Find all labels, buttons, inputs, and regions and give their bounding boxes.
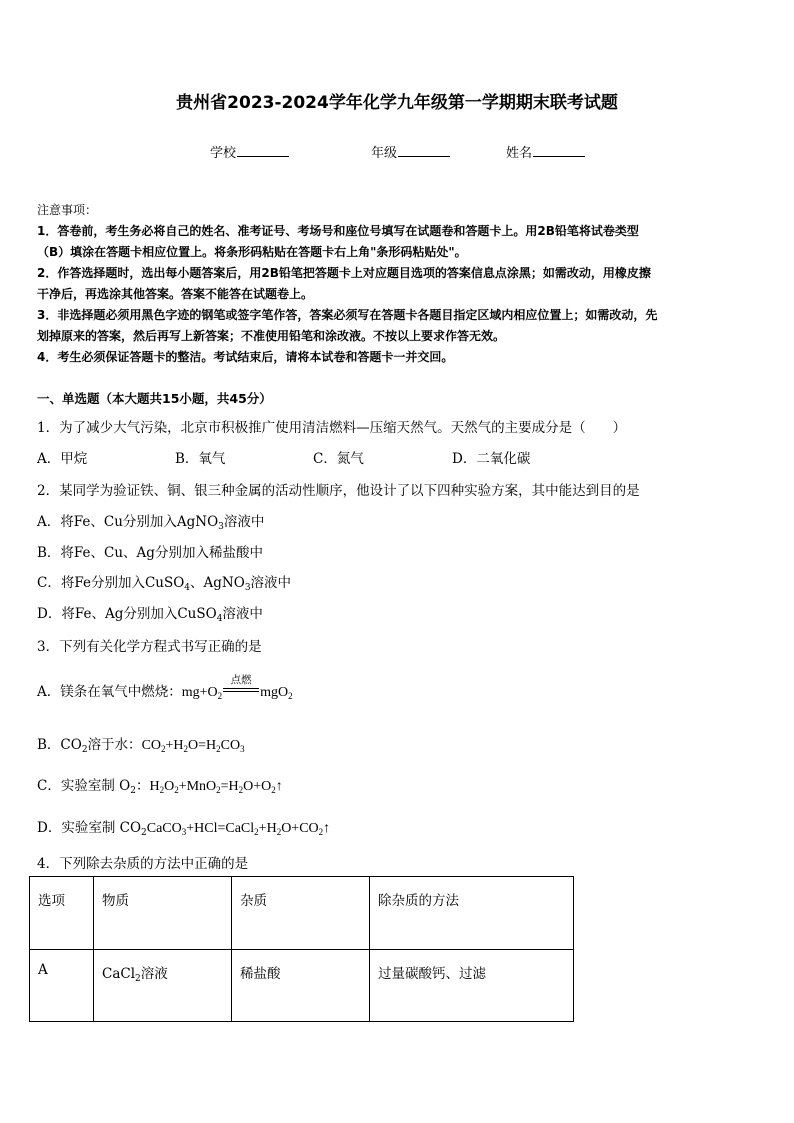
notes-line: 划掉原来的答案，然后再写上新答案；不准使用铅笔和涂改液。不按以上要求作答无效。 <box>37 329 506 343</box>
table-header-row <box>30 877 574 950</box>
q3-c-equation: $H_2O_2+MnO_2=H_2O+O_2↑$ <box>149 779 283 795</box>
table-row[interactable] <box>30 950 574 1022</box>
school-field[interactable] <box>210 142 289 161</box>
question-4-stem: 4．下列除去杂质的方法中正确的是 <box>37 856 249 872</box>
table-header-cell: 除杂质的方法 <box>370 877 574 950</box>
subscript: 2 <box>217 691 223 701</box>
gas-arrow-icon: ↑ <box>323 821 331 836</box>
q2-option-a[interactable] <box>37 510 264 530</box>
q3-option-c[interactable] <box>37 774 283 795</box>
subscript: 2 <box>174 785 179 795</box>
grade-label: 年级 <box>371 146 398 161</box>
q3-b-label: B．CO <box>37 737 82 753</box>
substance-text: CaCl <box>102 966 136 982</box>
q2-d-sub: 4 <box>216 614 223 624</box>
notes-line: （B）填涂在答题卡相应位置上。将条形码粘贴在答题卡右上角"条形码粘贴处"。 <box>37 245 467 259</box>
q2-d-text: D．将Fe、Ag分别加入CuSO <box>37 606 217 622</box>
q3-option-d[interactable] <box>37 816 330 837</box>
subscript: 2 <box>288 691 293 701</box>
subscript: 3 <box>181 827 187 837</box>
subscript: 2 <box>276 827 282 837</box>
school-blank[interactable] <box>237 144 289 157</box>
q2-c-text-end: 溶液中 <box>250 575 292 591</box>
reaction-condition <box>222 674 260 701</box>
notes-line: 1．答卷前，考生务必将自己的姓名、准考证号、考场号和座位号填写在试题卷和答题卡上。用2B铅笔将试卷类型 <box>37 224 639 238</box>
grade-field[interactable] <box>371 142 450 161</box>
q1-option-a[interactable]: A．甲烷 <box>37 451 88 467</box>
q2-option-c[interactable] <box>37 571 291 591</box>
subscript: 2 <box>135 974 141 984</box>
subscript: 2 <box>216 744 221 754</box>
subscript: 2 <box>161 744 166 754</box>
condition-text: 点燃 <box>230 674 252 686</box>
q3-b-equation: $CO_2+H_2O=H_2CO_3$ <box>141 738 245 754</box>
q3-d-label: D．实验室制 CO <box>37 820 142 836</box>
subscript: 2 <box>216 785 221 795</box>
page-title: 贵州省2023-2024学年化学九年级第一学期期末联考试题 <box>176 93 618 113</box>
q3-option-a[interactable] <box>37 674 293 701</box>
question-2-stem: 2．某同学为验证铁、铜、银三种金属的活动性顺序，他设计了以下四种实验方案，其中能达到目的是 <box>37 483 640 499</box>
q3-a-label: A．镁条在氧气中燃烧： <box>37 684 182 700</box>
q3-c-label-end: ： <box>135 778 150 794</box>
q2-c-text: C．将Fe分别加入CuSO <box>37 575 185 591</box>
q2-a-text: A．将Fe、Cu分别加入AgNO <box>37 514 219 530</box>
subscript: 2 <box>271 785 276 795</box>
q3-a-equation: $mg+O_2$ 点燃 mgO$_2$ <box>181 674 293 701</box>
question-3-stem: 3．下列有关化学方程式书写正确的是 <box>37 639 262 655</box>
table-header-cell: 杂质 <box>232 877 370 950</box>
subscript: 2 <box>130 786 136 796</box>
q2-c-sub: 4 <box>184 583 191 593</box>
q3-d-equation: $CaCO_3+HCl=CaCl_2+H_2O+CO_2↑$ <box>146 821 331 837</box>
table-cell-impurity: 稀盐酸 <box>232 950 370 1022</box>
q2-a-sub: 3 <box>218 522 224 532</box>
q3-b-label-end: 溶于水： <box>87 737 142 753</box>
subscript: 2 <box>81 745 88 755</box>
q2-c-text-mid: 、AgNO <box>190 575 245 591</box>
notes-line: 3．非选择题必须用黑色字迹的钢笔或签字笔作答，答案必须写在答题卡各题目指定区域内相应位置上；如需改动，先 <box>37 308 658 322</box>
name-label: 姓名 <box>506 146 533 161</box>
name-field[interactable] <box>506 142 585 161</box>
subscript: 2 <box>159 785 165 795</box>
notes-line: 2．作答选择题时，选出每小题答案后，用2B铅笔把答题卡上对应题目选项的答案信息点涂黑；如需改动，用橡皮擦 <box>37 266 651 280</box>
q2-option-b[interactable]: B．将Fe、Cu、Ag分别加入稀盐酸中 <box>37 545 263 561</box>
grade-blank[interactable] <box>398 144 450 157</box>
q2-c-sub: 3 <box>244 583 251 593</box>
subscript: 2 <box>183 744 189 754</box>
q3-option-b[interactable] <box>37 733 245 754</box>
table-header-cell: 物质 <box>94 877 232 950</box>
table-cell-option: A <box>30 950 94 1022</box>
notes-heading: 注意事项： <box>37 203 98 217</box>
substance-text-end: 溶液 <box>140 966 168 982</box>
notes-line: 4．考生必须保证答题卡的整洁。考试结束后，请将本试卷和答题卡一并交回。 <box>37 350 454 364</box>
q3-c-label: C．实验室制 O <box>37 778 131 794</box>
q1-option-b[interactable]: B．氧气 <box>175 451 226 467</box>
subscript: 2 <box>254 827 259 837</box>
subscript: 2 <box>318 827 324 837</box>
q1-option-d[interactable]: D．二氧化碳 <box>452 451 531 467</box>
q2-d-text-end: 溶液中 <box>222 606 263 622</box>
notes-line: 干净后，再选涂其他答案。答案不能答在试题卷上。 <box>37 287 314 301</box>
subscript: 3 <box>240 744 245 754</box>
subscript: 2 <box>141 828 147 838</box>
school-label: 学校 <box>210 146 237 161</box>
gas-arrow-icon: ↑ <box>275 779 283 794</box>
question-1-stem: 1．为了减少大气污染，北京市积极推广使用清洁燃料—压缩天然气。天然气的主要成分是（ ） <box>37 420 627 436</box>
q2-a-text-end: 溶液中 <box>223 514 265 530</box>
section-heading: 一、单选题（本大题共15小题，共45分） <box>37 391 272 406</box>
name-blank[interactable] <box>533 144 585 157</box>
subscript: 2 <box>238 785 244 795</box>
table-header-cell: 选项 <box>30 877 94 950</box>
table-cell-substance <box>94 950 232 1022</box>
notes-block <box>37 200 657 368</box>
q2-option-d[interactable] <box>37 602 263 622</box>
q1-option-c[interactable]: C．氮气 <box>313 451 364 467</box>
q4-table <box>29 876 574 1022</box>
table-cell-method: 过量碳酸钙、过滤 <box>370 950 574 1022</box>
